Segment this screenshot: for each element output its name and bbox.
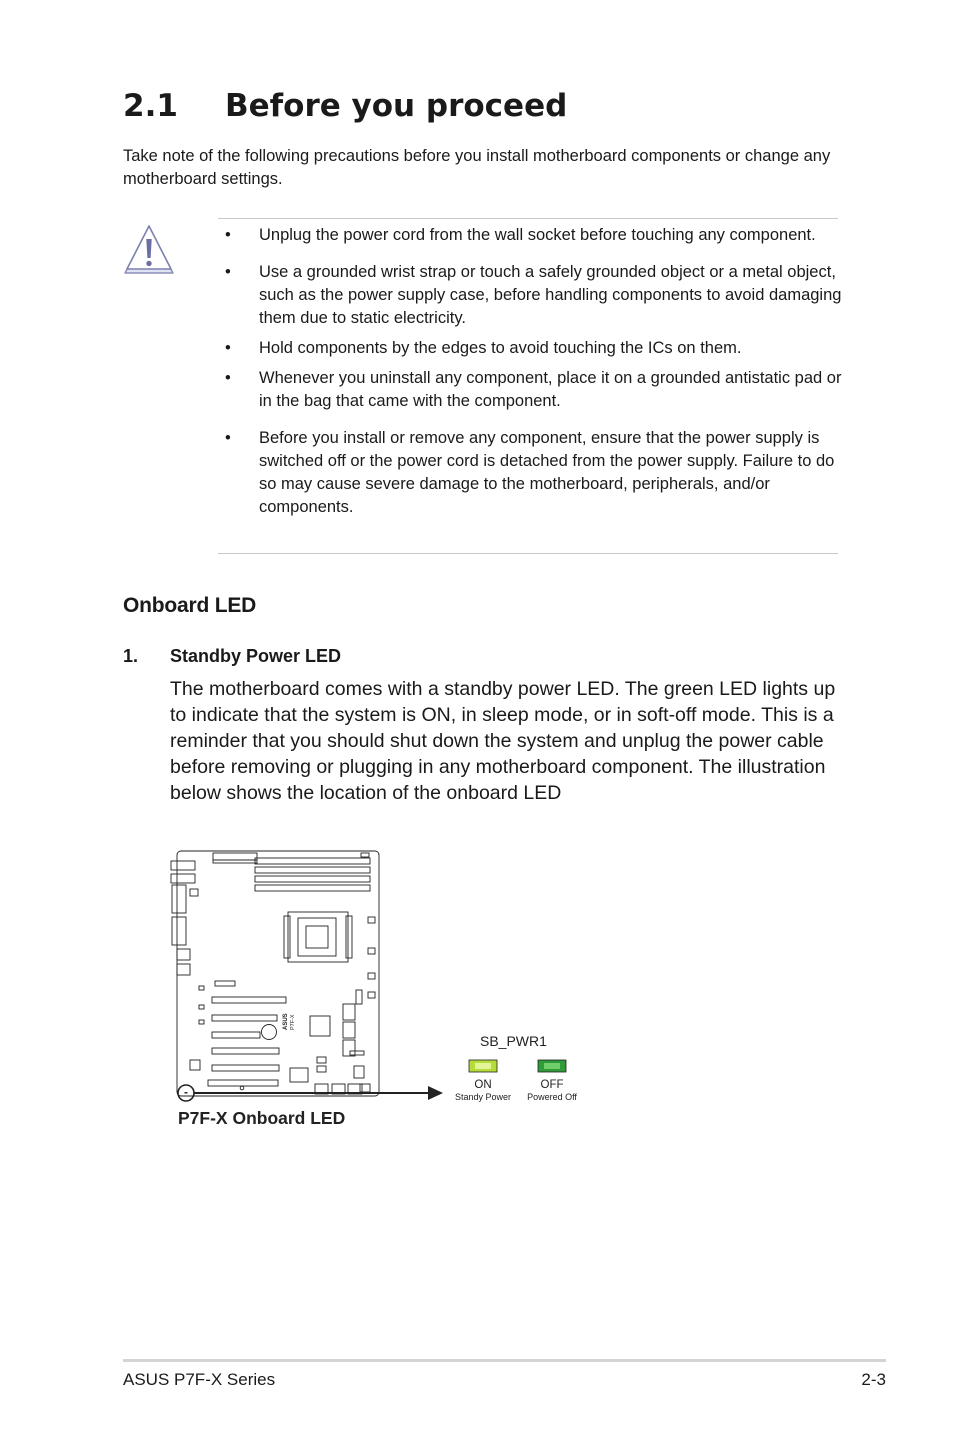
small-chip	[199, 986, 204, 990]
caution-item-text: Before you install or remove any component, ensure that the power supply is switched off or the power cord is detached from the power supply. Failure to do so may cause severe damage to the motherboard, peripherals, and/or components.	[259, 429, 835, 516]
section-heading	[123, 88, 567, 124]
small-chip	[368, 973, 375, 979]
motherboard-outline	[177, 851, 379, 1096]
small-chip	[190, 1060, 200, 1070]
small-chip	[368, 948, 375, 954]
pci-slot	[212, 1065, 279, 1071]
small-chip	[354, 1066, 364, 1078]
led-on-sublabel: Standy Power	[454, 1092, 512, 1102]
item-description: The motherboard comes with a standby power LED. The green LED lights up to indicate that the system is ON, in sleep mode, or in soft-off mode. This is a reminder that you should shut down the system and unplug the power cable before removing or plugging in any motherboard component. The illustration below shows the location of the onboard LED	[170, 678, 836, 804]
bullet-icon: •	[225, 226, 231, 244]
led-name-label: SB_PWR1	[480, 1033, 547, 1049]
chipset	[310, 1016, 330, 1036]
bullet-icon: •	[225, 339, 231, 357]
caution-item-text: Whenever you uninstall any component, place it on a grounded antistatic pad or in the bag that came with the component.	[259, 369, 842, 410]
subsection-title: Onboard LED	[123, 594, 257, 617]
led-off-label: OFF	[540, 1079, 564, 1091]
io-connector	[171, 861, 195, 870]
io-connector	[171, 874, 195, 883]
dimm-slot	[255, 876, 370, 882]
small-chip	[199, 1020, 204, 1024]
cpu-socket-core	[306, 926, 328, 948]
io-connector	[177, 964, 190, 975]
section-number: 2.1	[123, 88, 178, 124]
cpu-socket	[288, 912, 348, 962]
small-chip	[360, 1084, 370, 1092]
pci-slot	[212, 1032, 260, 1038]
caution-item	[218, 367, 842, 413]
led-on-label: ON	[474, 1079, 492, 1091]
io-connector	[172, 917, 186, 945]
bullet-icon: •	[225, 263, 231, 281]
footer-page-number: 2-3	[861, 1370, 886, 1389]
led-off-glow	[544, 1063, 560, 1069]
pci-slot	[212, 1015, 277, 1021]
sata-port	[343, 1040, 355, 1056]
small-chip	[317, 1066, 326, 1072]
small-chip	[317, 1057, 326, 1063]
item-title: Standby Power LED	[170, 646, 342, 666]
dimm-slot	[255, 867, 370, 873]
small-chip	[356, 990, 362, 1004]
arrow-head-icon	[428, 1086, 443, 1100]
small-chip	[361, 853, 369, 857]
item-heading	[123, 646, 341, 667]
onboard-led-figure	[160, 840, 600, 1140]
item-number: 1.	[123, 646, 139, 666]
board-model-label: P7F-X	[290, 1014, 296, 1030]
screw-hole	[240, 1086, 244, 1090]
section-title: Before you proceed	[225, 88, 568, 124]
footer-rule	[123, 1359, 886, 1362]
small-chip	[190, 889, 198, 896]
caution-item-text: Hold components by the edges to avoid touching the ICs on them.	[259, 339, 742, 357]
caution-item	[218, 261, 842, 330]
cpu-lever	[346, 916, 352, 958]
caution-item-text: Use a grounded wrist strap or touch a safely grounded object or a metal object, such as the power supply case, before handling components to avoid damaging them due to static electricity.	[259, 263, 842, 327]
power-connector	[213, 860, 257, 863]
dimm-slot	[255, 858, 370, 864]
pci-slot	[212, 1048, 279, 1054]
pci-slot	[208, 1080, 278, 1086]
sata-port	[343, 1004, 355, 1020]
bullet-icon: •	[225, 429, 231, 447]
io-connector	[177, 949, 190, 960]
cpu-socket-inner	[298, 918, 336, 956]
caution-top-rule	[218, 218, 838, 219]
caution-bottom-rule	[218, 553, 838, 554]
bullet-icon: •	[225, 369, 231, 387]
io-connector	[172, 885, 186, 913]
small-chip	[350, 1051, 364, 1055]
dimm-slot	[255, 885, 370, 891]
figure-caption: P7F-X Onboard LED	[178, 1108, 346, 1128]
chipset	[290, 1068, 308, 1082]
small-chip	[199, 1005, 204, 1009]
caution-list	[218, 224, 842, 519]
led-on-glow	[475, 1063, 491, 1069]
board-brand-label: ASUS	[283, 1013, 289, 1030]
marker-label: -	[184, 1085, 188, 1099]
caution-item-text: Unplug the power cord from the wall socket before touching any component.	[259, 226, 816, 244]
power-connector	[213, 853, 257, 860]
pci-slot	[212, 997, 286, 1003]
led-off-sublabel: Powered Off	[527, 1092, 577, 1102]
footer-product: ASUS P7F-X Series	[123, 1370, 276, 1389]
intro-text: Take note of the following precautions before you install motherboard components or change any motherboard settings.	[123, 147, 831, 188]
cpu-lever	[284, 916, 290, 958]
sata-port	[343, 1022, 355, 1038]
warning-triangle-icon	[122, 224, 176, 276]
caution-item	[218, 337, 842, 360]
pci-slot	[215, 981, 235, 986]
cmos-battery	[262, 1025, 277, 1040]
caution-item	[218, 224, 842, 247]
caution-item	[218, 427, 842, 519]
small-chip	[368, 917, 375, 923]
small-chip	[368, 992, 375, 998]
